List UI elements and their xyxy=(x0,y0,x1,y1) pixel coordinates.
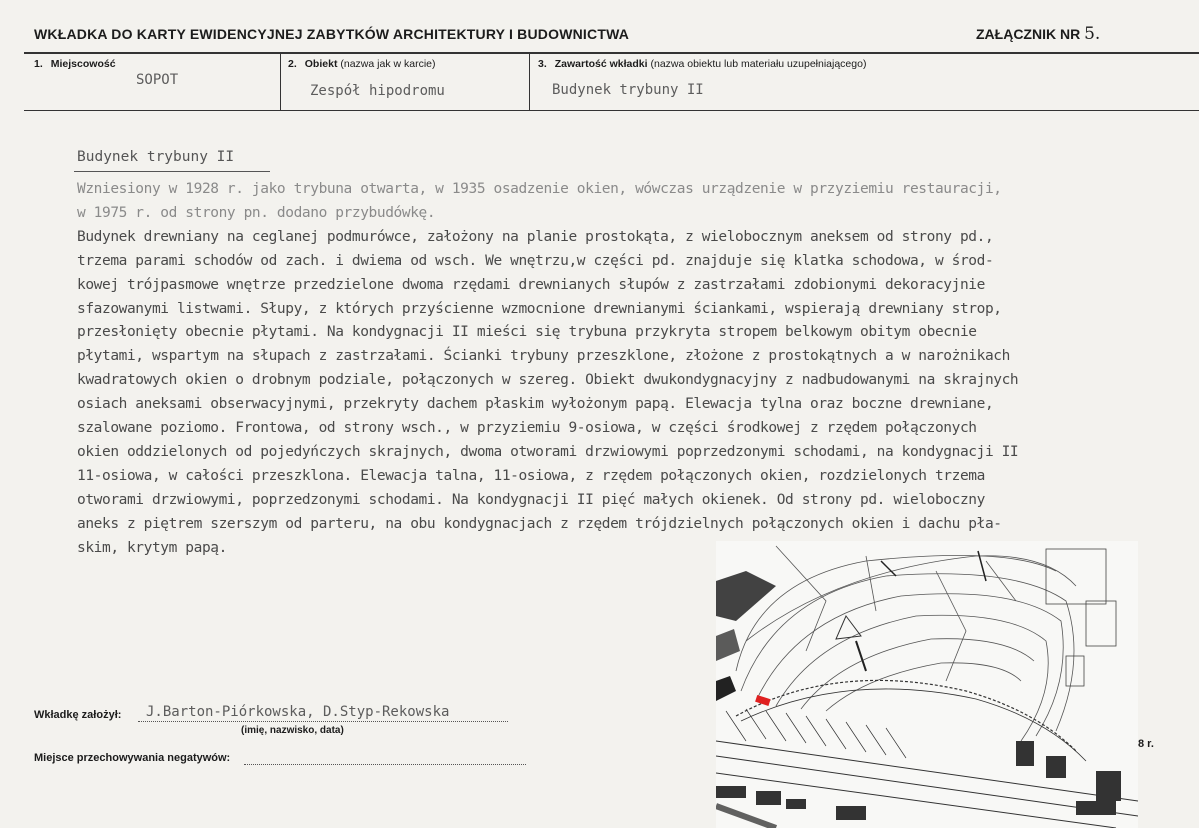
card-title: WKŁADKA DO KARTY EWIDENCYJNEJ ZABYTKÓW ARCHITEKTURY I BUDOWNICTWA xyxy=(34,26,630,42)
heading-underline xyxy=(74,171,270,172)
field-content-label: 3. Zawartość wkładki (nazwa obiektu lub materiału uzupełniającego) xyxy=(538,58,867,70)
field-divider-2 xyxy=(529,52,530,110)
header-rule-bottom xyxy=(24,110,1199,111)
body-line: trzema parami schodów od zach. i dwiema od wsch. We wnętrzu,w części pd. znajduje się klatka schodowa, w środ- xyxy=(77,252,994,269)
body-line: 11-osiowa, w całości przeszklona. Elewacja talna, 11-osiowa, z rzędem połączonych okien, rozdzielonych trzema xyxy=(77,467,985,484)
content-heading: Budynek trybuny II xyxy=(77,149,235,165)
body-line: osiach aneksami obserwacyjnymi, przekryty dachem płaskim wyłożonym papą. Elewacja tylna oraz boczne drewniane, xyxy=(77,396,994,413)
body-line: okien oddzielonych od pojedyńczych skrajnych, dwoma otworami drzwiowymi poprzedzonymi schodami, na kondygnacji II xyxy=(77,443,1019,460)
field-content-value: Budynek trybuny II xyxy=(552,82,704,98)
author-value: J.Barton-Piórkowska, D.Styp-Rekowska xyxy=(146,704,450,720)
corner-text: 8 r. xyxy=(1138,738,1154,750)
author-hint: (imię, nazwisko, data) xyxy=(241,725,344,736)
annex-label: ZAŁĄCZNIK NR xyxy=(976,26,1081,42)
annex-number xyxy=(976,24,1100,44)
author-dotted-line xyxy=(138,721,508,722)
field-object-value: Zespół hipodromu xyxy=(310,83,445,99)
field-object-label: 2. Obiekt (nazwa jak w karcie) xyxy=(288,58,436,70)
body-line: otworami drzwiowymi, poprzedzonymi schodami. Na kondygnacji II pięć małych okienek. Od strony pd. wieloboczny xyxy=(77,491,985,508)
field-place-value: SOPOT xyxy=(136,72,179,88)
field-divider-1 xyxy=(280,52,281,110)
annex-number-value: 5. xyxy=(1084,24,1101,44)
body-line: skim, krytym papą. xyxy=(77,539,227,556)
header-rule-top xyxy=(24,52,1199,54)
body-line: szalowane poziomo. Frontowa, od strony wsch., w przyziemiu 9-osiowa, w części środkowej z rzędem połączonych xyxy=(77,420,977,436)
body-line: sfazowanymi listwami. Słupy, z których przyścienne wzmocnione drewnianymi ściankami, wspierają drewniany strop, xyxy=(77,300,1002,317)
body-line: w 1975 r. od strony pn. dodano przybudówkę. xyxy=(77,204,436,221)
body-line: Budynek drewniany na ceglanej podmurówce, założony na planie prostokąta, z wielobocznym aneksem od strony pd., xyxy=(77,228,994,245)
author-label: Wkładkę założył: xyxy=(34,709,122,721)
body-line: Wzniesiony w 1928 r. jako trybuna otwarta, w 1935 osadzenie okien, wówczas urządzenie w przyziemiu restauracji, xyxy=(77,181,1002,197)
body-line: kwadratowych okien o drobnym podziale, połączonych w szereg. Obiekt dwukondygnacyjny z nadbudowanymi na skrajnych xyxy=(77,372,1019,389)
body-line: przesłonięty obecnie płytami. Na kondygnacji II mieści się trybuna przykryta stropem belkowym obitym obecnie xyxy=(77,324,977,341)
storage-dotted-line xyxy=(244,764,526,765)
body-line: kowej trójpasmowe wnętrze przedzielone dwoma rzędami drewnianych słupów z zastrzałami zdobionymi dekoracyjnie xyxy=(77,276,985,293)
site-plan-map xyxy=(716,541,1138,828)
field-place-label: 1. Miejscowość xyxy=(34,58,116,70)
body-line: aneks z piętrem szerszym od parteru, na obu kondygnacjach z rzędem trójdzielnych połączonych okien i dachu pła- xyxy=(77,515,1002,532)
body-line: płytami, wspartym na słupach z zastrzałami. Ścianki trybuny przeszklone, złożone z prostokątnych a w narożnikach xyxy=(77,348,1010,365)
storage-label: Miejsce przechowywania negatywów: xyxy=(34,752,231,764)
